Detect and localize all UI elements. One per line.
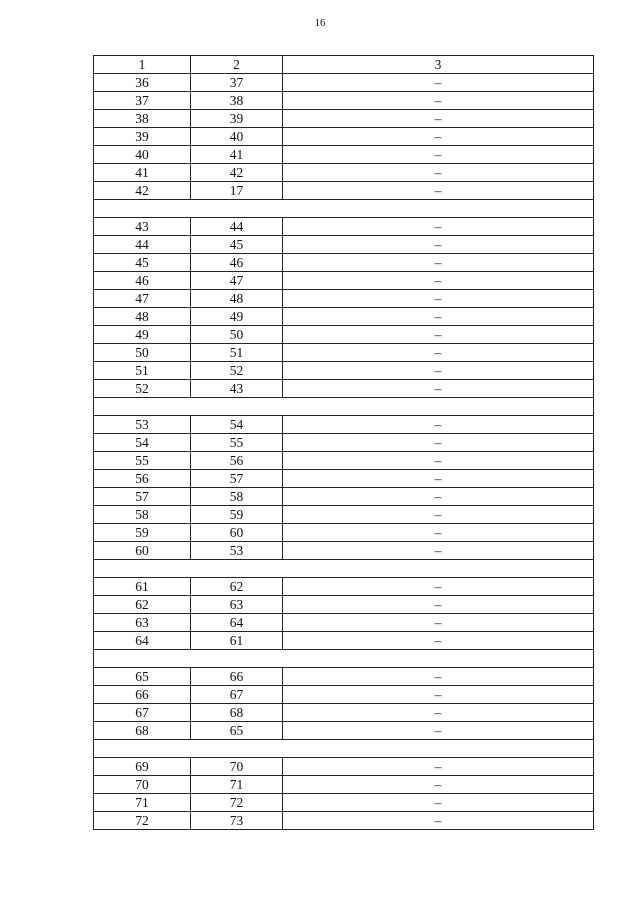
table-cell-col-1: 71 bbox=[94, 794, 191, 812]
table-cell-col-1: 43 bbox=[94, 218, 191, 236]
table-cell-col-3: – bbox=[283, 614, 594, 632]
header-cell-2: 2 bbox=[191, 56, 283, 74]
table-cell-col-3: – bbox=[283, 524, 594, 542]
table-row bbox=[94, 668, 594, 686]
table-row bbox=[94, 614, 594, 632]
table-cell-col-3: – bbox=[283, 722, 594, 740]
table-cell-col-3: – bbox=[283, 326, 594, 344]
table-cell-col-2: 51 bbox=[191, 344, 283, 362]
table-row bbox=[94, 542, 594, 560]
table-row bbox=[94, 182, 594, 200]
group-separator-row bbox=[94, 560, 594, 578]
table-cell-col-2: 37 bbox=[191, 74, 283, 92]
table-row bbox=[94, 344, 594, 362]
table-row bbox=[94, 434, 594, 452]
table-cell-col-2: 44 bbox=[191, 218, 283, 236]
table-cell-col-1: 48 bbox=[94, 308, 191, 326]
table-cell-col-2: 43 bbox=[191, 380, 283, 398]
table-body bbox=[94, 56, 594, 830]
table-cell-col-1: 60 bbox=[94, 542, 191, 560]
table-cell-col-2: 71 bbox=[191, 776, 283, 794]
table-cell-col-2: 45 bbox=[191, 236, 283, 254]
table-row bbox=[94, 686, 594, 704]
table-cell-col-2: 58 bbox=[191, 488, 283, 506]
table-cell-col-3: – bbox=[283, 74, 594, 92]
table-cell-col-2: 52 bbox=[191, 362, 283, 380]
table-row bbox=[94, 146, 594, 164]
table-cell-col-3: – bbox=[283, 146, 594, 164]
table-cell-col-3: – bbox=[283, 434, 594, 452]
table-row bbox=[94, 452, 594, 470]
table-cell-col-2: 48 bbox=[191, 290, 283, 308]
table-cell-col-3: – bbox=[283, 110, 594, 128]
table-cell-col-2: 59 bbox=[191, 506, 283, 524]
table-cell-col-1: 51 bbox=[94, 362, 191, 380]
table-cell-col-2: 72 bbox=[191, 794, 283, 812]
table-cell-col-2: 64 bbox=[191, 614, 283, 632]
table-row bbox=[94, 74, 594, 92]
table-cell-col-2: 68 bbox=[191, 704, 283, 722]
table-cell-col-1: 56 bbox=[94, 470, 191, 488]
table-cell-col-2: 62 bbox=[191, 578, 283, 596]
table-cell-col-1: 37 bbox=[94, 92, 191, 110]
group-separator-row bbox=[94, 398, 594, 416]
table-row bbox=[94, 272, 594, 290]
table-row bbox=[94, 128, 594, 146]
table-cell-col-2: 47 bbox=[191, 272, 283, 290]
table-row bbox=[94, 596, 594, 614]
table-cell-col-1: 41 bbox=[94, 164, 191, 182]
table-cell-col-3: – bbox=[283, 488, 594, 506]
table-cell-col-3: – bbox=[283, 578, 594, 596]
table-row bbox=[94, 506, 594, 524]
table-row bbox=[94, 362, 594, 380]
header-row bbox=[94, 56, 594, 74]
table-cell-col-1: 61 bbox=[94, 578, 191, 596]
table-cell-col-1: 58 bbox=[94, 506, 191, 524]
table-row bbox=[94, 632, 594, 650]
table-cell-col-3: – bbox=[283, 164, 594, 182]
table-cell-col-2: 50 bbox=[191, 326, 283, 344]
table-cell-col-3: – bbox=[283, 362, 594, 380]
table-row bbox=[94, 254, 594, 272]
table-cell-col-2: 40 bbox=[191, 128, 283, 146]
table-row bbox=[94, 524, 594, 542]
table-cell-col-1: 52 bbox=[94, 380, 191, 398]
group-separator-row bbox=[94, 200, 594, 218]
table-row bbox=[94, 164, 594, 182]
table-row bbox=[94, 290, 594, 308]
table-cell-col-2: 38 bbox=[191, 92, 283, 110]
table-cell-col-2: 66 bbox=[191, 668, 283, 686]
table-cell-col-2: 54 bbox=[191, 416, 283, 434]
table-row bbox=[94, 416, 594, 434]
table-cell-col-2: 67 bbox=[191, 686, 283, 704]
table-cell-col-2: 42 bbox=[191, 164, 283, 182]
group-separator-row bbox=[94, 650, 594, 668]
page-number: 16 bbox=[314, 17, 326, 29]
table-row bbox=[94, 308, 594, 326]
table-cell-col-1: 50 bbox=[94, 344, 191, 362]
table-cell-col-2: 17 bbox=[191, 182, 283, 200]
table-cell-col-1: 42 bbox=[94, 182, 191, 200]
table-cell-col-1: 62 bbox=[94, 596, 191, 614]
table-cell-col-3: – bbox=[283, 704, 594, 722]
table-cell-col-3: – bbox=[283, 218, 594, 236]
table-cell-col-1: 65 bbox=[94, 668, 191, 686]
table-cell-col-3: – bbox=[283, 182, 594, 200]
table-cell-col-1: 54 bbox=[94, 434, 191, 452]
table-cell-col-3: – bbox=[283, 632, 594, 650]
separator-cell bbox=[94, 560, 594, 578]
table-cell-col-1: 49 bbox=[94, 326, 191, 344]
table-cell-col-1: 53 bbox=[94, 416, 191, 434]
table-cell-col-3: – bbox=[283, 758, 594, 776]
table-cell-col-1: 44 bbox=[94, 236, 191, 254]
table-cell-col-2: 61 bbox=[191, 632, 283, 650]
table-cell-col-1: 57 bbox=[94, 488, 191, 506]
table-cell-col-2: 70 bbox=[191, 758, 283, 776]
table-row bbox=[94, 758, 594, 776]
table-cell-col-3: – bbox=[283, 92, 594, 110]
table-cell-col-3: – bbox=[283, 776, 594, 794]
table-cell-col-2: 39 bbox=[191, 110, 283, 128]
table-row bbox=[94, 488, 594, 506]
table-cell-col-3: – bbox=[283, 506, 594, 524]
table-row bbox=[94, 380, 594, 398]
data-table bbox=[93, 55, 594, 830]
table-cell-col-2: 49 bbox=[191, 308, 283, 326]
table-cell-col-1: 45 bbox=[94, 254, 191, 272]
table-cell-col-2: 55 bbox=[191, 434, 283, 452]
table-row bbox=[94, 704, 594, 722]
table-cell-col-3: – bbox=[283, 452, 594, 470]
table-cell-col-1: 47 bbox=[94, 290, 191, 308]
table-row bbox=[94, 110, 594, 128]
table-row bbox=[94, 236, 594, 254]
group-separator-row bbox=[94, 740, 594, 758]
table-cell-col-2: 57 bbox=[191, 470, 283, 488]
table-row bbox=[94, 578, 594, 596]
table-cell-col-3: – bbox=[283, 470, 594, 488]
table-cell-col-3: – bbox=[283, 254, 594, 272]
table-cell-col-1: 72 bbox=[94, 812, 191, 830]
table-cell-col-3: – bbox=[283, 596, 594, 614]
table-cell-col-3: – bbox=[283, 542, 594, 560]
table-cell-col-2: 53 bbox=[191, 542, 283, 560]
table-cell-col-3: – bbox=[283, 380, 594, 398]
table-cell-col-1: 46 bbox=[94, 272, 191, 290]
table-cell-col-3: – bbox=[283, 812, 594, 830]
table-cell-col-3: – bbox=[283, 128, 594, 146]
table-cell-col-3: – bbox=[283, 344, 594, 362]
table-row bbox=[94, 722, 594, 740]
table-cell-col-2: 63 bbox=[191, 596, 283, 614]
table-cell-col-3: – bbox=[283, 272, 594, 290]
table-row bbox=[94, 218, 594, 236]
table-cell-col-1: 69 bbox=[94, 758, 191, 776]
table-cell-col-3: – bbox=[283, 416, 594, 434]
table-cell-col-1: 39 bbox=[94, 128, 191, 146]
table-cell-col-1: 64 bbox=[94, 632, 191, 650]
header-cell-1: 1 bbox=[94, 56, 191, 74]
table-cell-col-1: 38 bbox=[94, 110, 191, 128]
table-row bbox=[94, 794, 594, 812]
table-cell-col-1: 68 bbox=[94, 722, 191, 740]
table-row bbox=[94, 326, 594, 344]
table-cell-col-3: – bbox=[283, 668, 594, 686]
table-cell-col-3: – bbox=[283, 236, 594, 254]
table-cell-col-2: 60 bbox=[191, 524, 283, 542]
table-cell-col-1: 55 bbox=[94, 452, 191, 470]
separator-cell bbox=[94, 200, 594, 218]
table-cell-col-3: – bbox=[283, 686, 594, 704]
table-cell-col-1: 66 bbox=[94, 686, 191, 704]
table-cell-col-1: 59 bbox=[94, 524, 191, 542]
separator-cell bbox=[94, 398, 594, 416]
separator-cell bbox=[94, 740, 594, 758]
table-row bbox=[94, 92, 594, 110]
table-cell-col-1: 67 bbox=[94, 704, 191, 722]
header-cell-3: 3 bbox=[283, 56, 594, 74]
table-cell-col-2: 65 bbox=[191, 722, 283, 740]
separator-cell bbox=[94, 650, 594, 668]
table-cell-col-1: 63 bbox=[94, 614, 191, 632]
table-row bbox=[94, 776, 594, 794]
table-cell-col-1: 70 bbox=[94, 776, 191, 794]
table-cell-col-3: – bbox=[283, 794, 594, 812]
table-cell-col-1: 36 bbox=[94, 74, 191, 92]
table-cell-col-2: 46 bbox=[191, 254, 283, 272]
table-row bbox=[94, 812, 594, 830]
table-cell-col-3: – bbox=[283, 290, 594, 308]
table-cell-col-3: – bbox=[283, 308, 594, 326]
table-cell-col-2: 73 bbox=[191, 812, 283, 830]
table-row bbox=[94, 470, 594, 488]
table-cell-col-1: 40 bbox=[94, 146, 191, 164]
table-cell-col-2: 41 bbox=[191, 146, 283, 164]
table-cell-col-2: 56 bbox=[191, 452, 283, 470]
